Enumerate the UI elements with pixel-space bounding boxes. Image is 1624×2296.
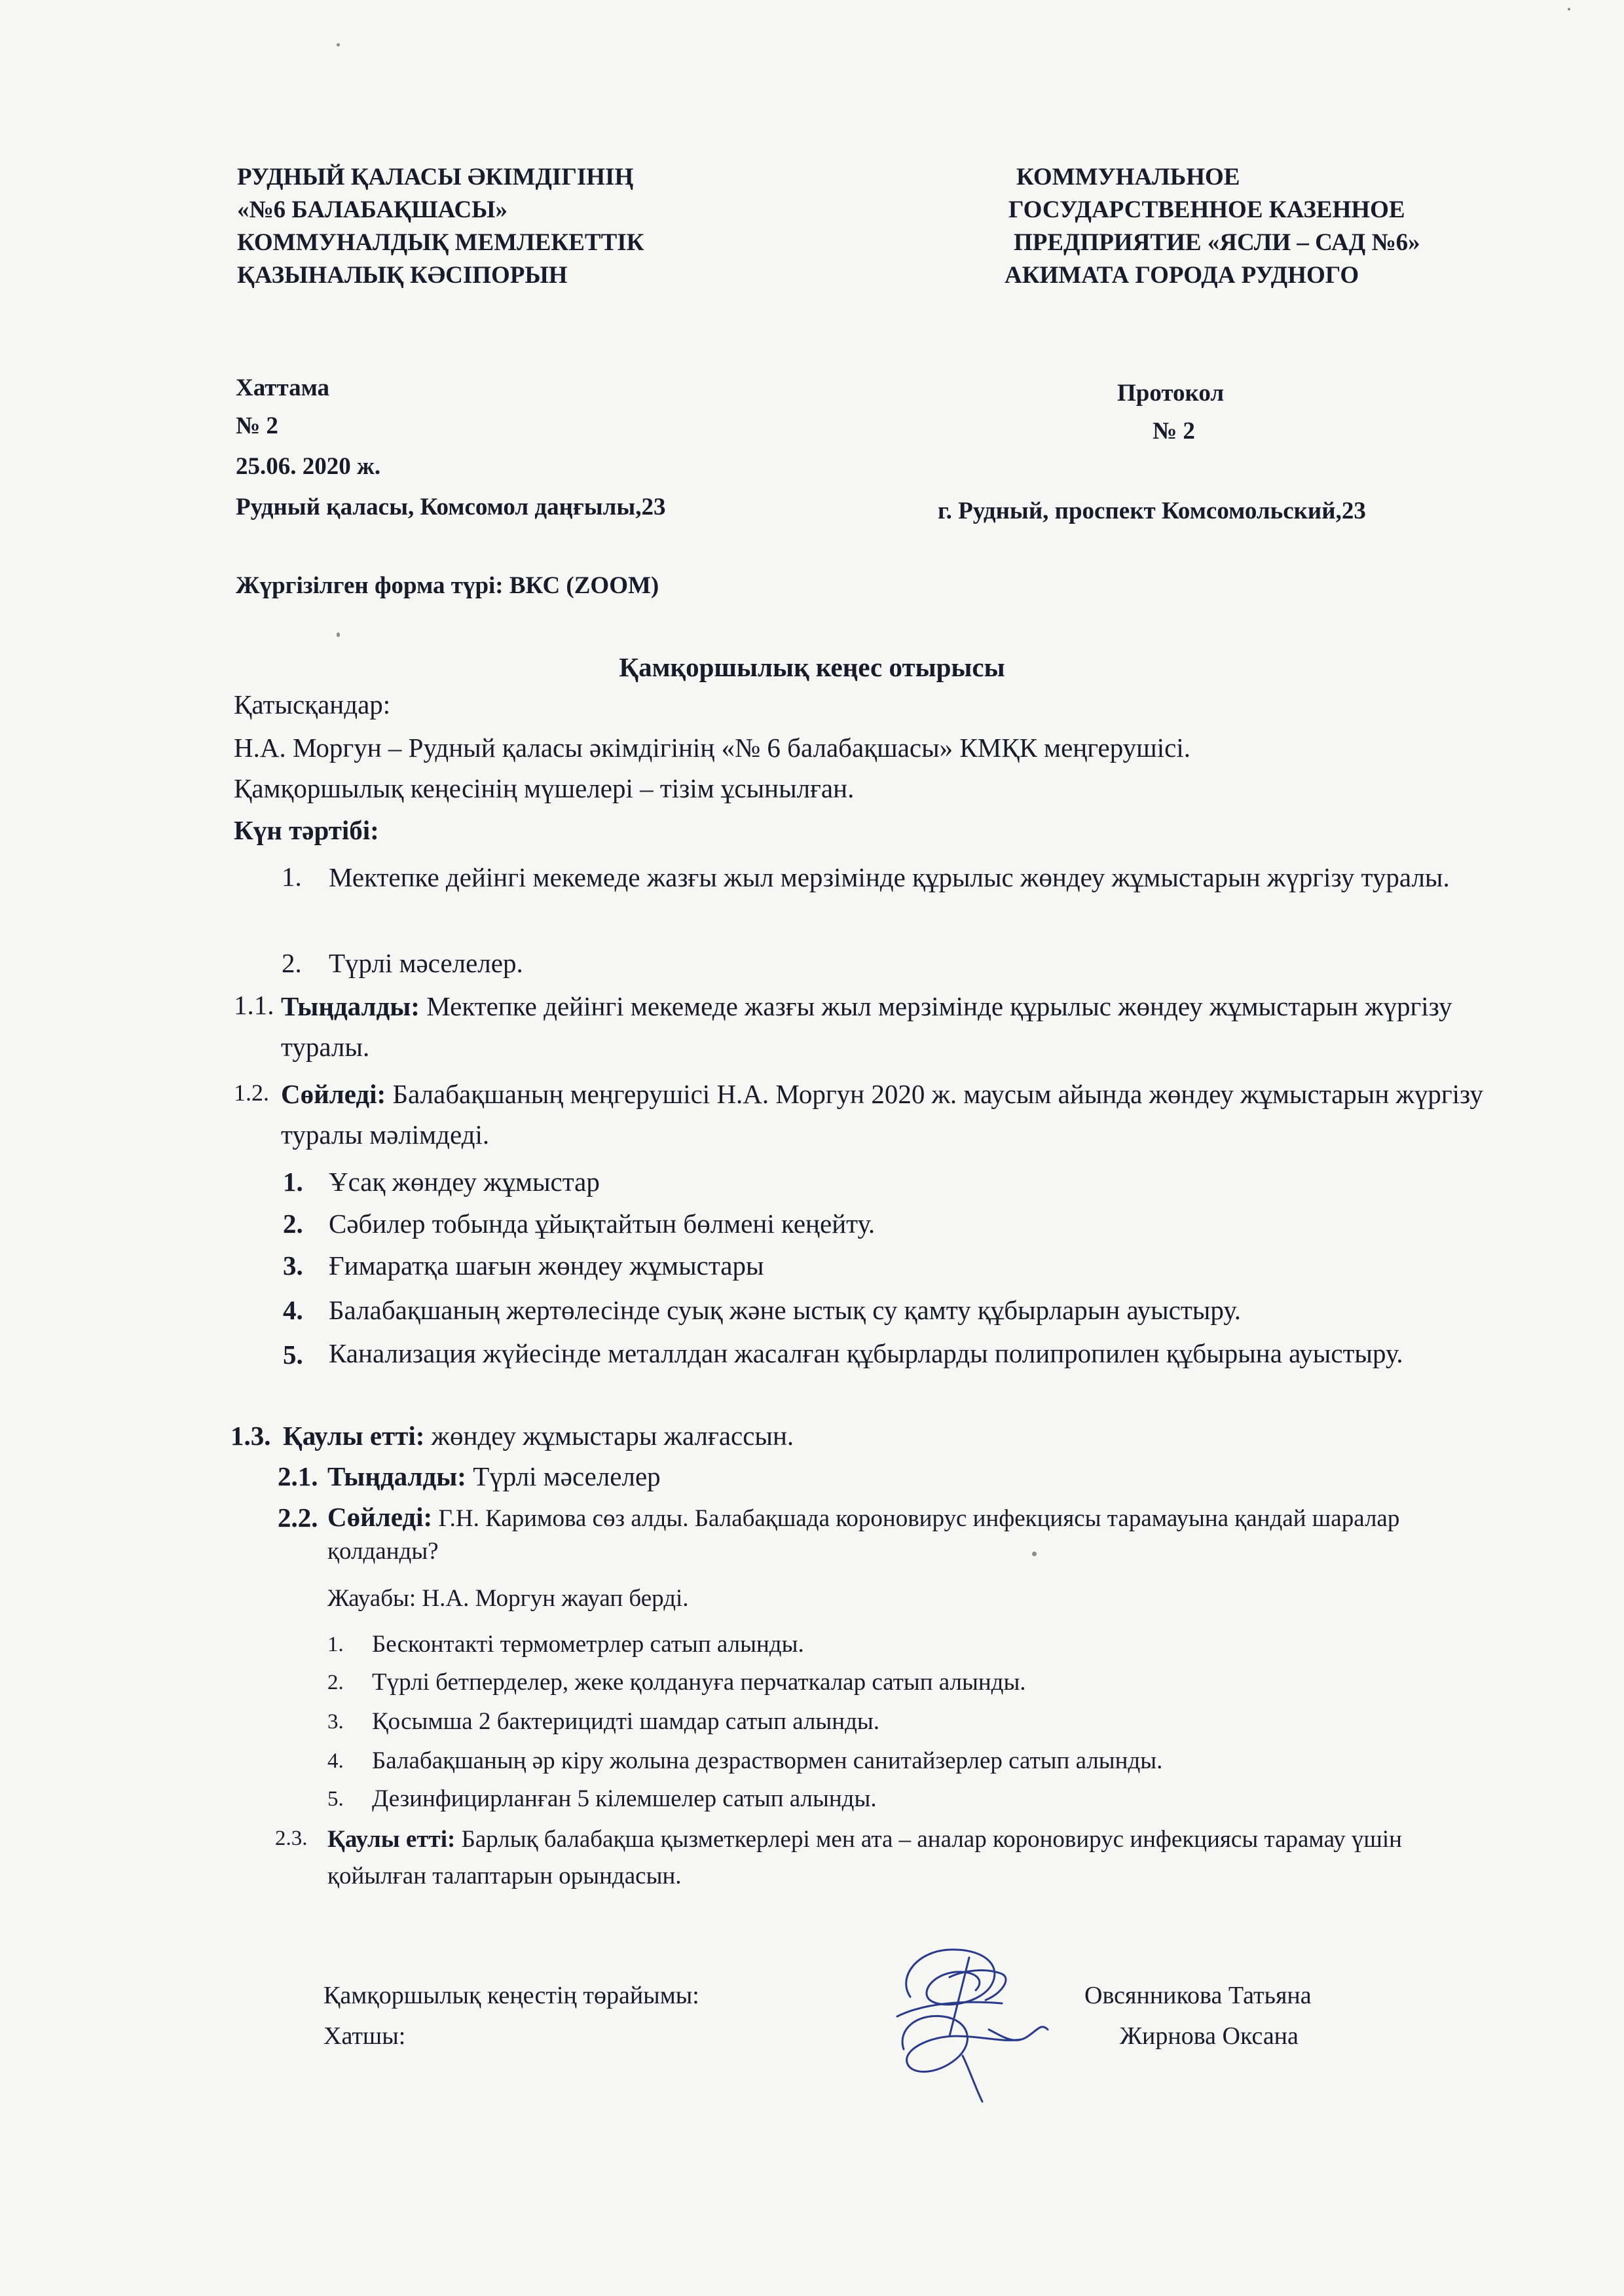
- agenda-item-number: 2.: [282, 948, 302, 978]
- section-label: Тыңдалды:: [327, 1461, 466, 1491]
- secretary-label: Хатшы:: [323, 2022, 406, 2050]
- section-label: Сөйледі:: [281, 1079, 386, 1109]
- protocol-kk-number: № 2: [236, 412, 278, 439]
- agenda-label: Күн тәртібі:: [234, 815, 379, 845]
- agenda-item-number: 1.: [282, 862, 302, 892]
- chair-label: Қамқоршылық кеңестің төрайымы:: [323, 1982, 699, 2009]
- header-right-line: КОММУНАЛЬНОЕ: [1016, 164, 1240, 191]
- agenda-item-text: Мектепке дейінгі мекемеде жазғы жыл мерзімінде құрылыс жөндеу жұмыстарын жүргізу туралы.: [329, 862, 1450, 892]
- meeting-form-type: Жүргізілген форма түрі: ВКС (ZOOM): [236, 572, 659, 599]
- repair-item-number: 5.: [283, 1339, 303, 1370]
- section-label: Сөйледі:: [327, 1502, 433, 1532]
- section-text: [327, 1457, 661, 1495]
- participants-line: Қамқоршылық кеңесінің мүшелері – тізім ұсынылған.: [234, 773, 855, 803]
- secretary-signature: [963, 2056, 982, 2102]
- section-number: 1.1.: [234, 990, 274, 1020]
- document-title: Қамқоршылық кеңес отырысы: [619, 652, 1005, 682]
- section-number: 1.3.: [231, 1421, 271, 1451]
- measure-item-number: 3.: [327, 1710, 344, 1734]
- measure-item-number: 5.: [327, 1787, 344, 1811]
- secretary-name: Жирнова Оксана: [1120, 2022, 1299, 2050]
- section-text: [281, 986, 1499, 1067]
- measure-item-text: Бесконтакті термометрлер сатып алынды.: [372, 1631, 804, 1658]
- answer-line: Жауабы: Н.А. Моргун жауап берді.: [327, 1585, 689, 1612]
- participants-label: Қатысқандар:: [234, 689, 391, 720]
- header-left: [237, 161, 644, 292]
- chair-signature: [897, 1958, 1002, 2036]
- header-left-line: КОММУНАЛДЫҚ МЕМЛЕКЕТТІК: [237, 229, 644, 256]
- section-label: Тыңдалды:: [281, 991, 420, 1021]
- scan-artifact: [337, 43, 340, 46]
- section-text: [327, 1821, 1506, 1895]
- secretary-signature: [902, 2016, 1048, 2071]
- repair-item-text: Канализация жүйесінде металлдан жасалған құбырларды полипропилен құбырына ауыстыру.: [329, 1338, 1403, 1368]
- section-body: Балабақшаның меңгерушісі Н.А. Моргун 2020 ж. маусым айында жөндеу жұмыстарын жүргізу туралы мәлімдеді.: [281, 1079, 1483, 1150]
- address-kk: Рудный қаласы, Комсомол даңғылы,23: [236, 494, 666, 520]
- protocol-ru-number: № 2: [1153, 418, 1195, 445]
- section-number: 2.1.: [278, 1461, 318, 1491]
- header-left-line: РУДНЫЙ ҚАЛАСЫ ӘКІМДІГІНІҢ: [237, 164, 634, 191]
- repair-item-text: Сәбилер тобында ұйықтайтын бөлмені кеңейту.: [329, 1209, 876, 1239]
- header-left-line: «№6 БАЛАБАҚШАСЫ»: [237, 196, 507, 223]
- section-number: 2.3.: [275, 1827, 308, 1850]
- section-text: [327, 1501, 1480, 1568]
- section-number: 1.2.: [234, 1080, 269, 1106]
- section-label: Қаулы етті:: [327, 1826, 456, 1853]
- protocol-date: 25.06. 2020 ж.: [236, 453, 381, 480]
- measure-item-number: 2.: [327, 1671, 344, 1694]
- repair-item-number: 4.: [283, 1295, 303, 1325]
- measure-item-number: 1.: [327, 1633, 344, 1656]
- repair-item-number: 3.: [283, 1250, 303, 1281]
- agenda-item-text: Түрлі мәселелер.: [329, 948, 523, 978]
- section-1-1: [234, 986, 1517, 1065]
- header-right: [1005, 161, 1420, 292]
- repair-item-text: Балабақшаның жертөлесінде суық және ыстық су қамту құбырларын ауыстыру.: [329, 1295, 1241, 1325]
- section-label: Қаулы етті:: [283, 1421, 425, 1451]
- header-left-line: ҚАЗЫНАЛЫҚ КӘСІПОРЫН: [237, 262, 568, 289]
- repair-item-text: Ұсақ жөндеу жұмыстар: [329, 1167, 600, 1197]
- repair-item-number: 1.: [283, 1167, 303, 1197]
- measure-item-text: Түрлі бетперделер, жеке қолдануға перчаткалар сатып алынды.: [372, 1669, 1026, 1696]
- section-number: 2.2.: [278, 1503, 318, 1533]
- protocol-ru-title: Протокол: [1117, 380, 1225, 407]
- section-2-3: [275, 1821, 1519, 1893]
- chair-signature: [906, 1950, 1006, 2005]
- section-body: Түрлі мәселелер: [466, 1461, 661, 1491]
- scan-artifact: [1032, 1552, 1037, 1556]
- repair-item-text: Ғимаратқа шағын жөндеу жұмыстары: [329, 1250, 764, 1281]
- repair-item: [283, 1336, 1514, 1414]
- measure-item-number: 4.: [327, 1749, 344, 1773]
- header-right-line: АКИМАТА ГОРОДА РУДНОГО: [1005, 262, 1359, 289]
- header-right-line: ГОСУДАРСТВЕННОЕ КАЗЕННОЕ: [1008, 196, 1405, 223]
- protocol-kk-title: Хаттама: [236, 374, 330, 401]
- chair-name: Овсянникова Татьяна: [1084, 1982, 1312, 2009]
- scan-artifact: [1568, 8, 1570, 10]
- section-text: [283, 1417, 794, 1455]
- measure-item-text: Қосымша 2 бактерицидті шамдар сатып алынды.: [372, 1708, 880, 1735]
- measure-item-text: Балабақшаның әр кіру жолына дезраствормен санитайзерлер сатып алынды.: [372, 1747, 1163, 1774]
- header-right-line: ПРЕДПРИЯТИЕ «ЯСЛИ – САД №6»: [1014, 229, 1420, 256]
- section-body: Мектепке дейінгі мекемеде жазғы жыл мерзімінде құрылыс жөндеу жұмыстарын жүргізу туралы.: [281, 991, 1452, 1062]
- address-ru: г. Рудный, проспект Комсомольский,23: [938, 498, 1366, 524]
- section-body: Г.Н. Каримова сөз алды. Балабақшада короновирус инфекциясы тарамауына қандай шаралар қолданды?: [327, 1505, 1400, 1565]
- scan-artifact: [337, 632, 340, 637]
- section-body: жөндеу жұмыстары жалғассын.: [424, 1421, 794, 1451]
- section-1-2: [234, 1074, 1517, 1152]
- handwritten-signatures: [871, 1938, 1080, 2108]
- agenda-item: [282, 858, 1513, 936]
- participants-line: Н.А. Моргун – Рудный қаласы әкімдігінің «№ 6 балабақшасы» КМҚК меңгерушісі.: [234, 733, 1190, 763]
- repair-item-number: 2.: [283, 1209, 303, 1239]
- section-text: [281, 1074, 1499, 1155]
- section-2-2: [278, 1501, 1509, 1573]
- section-body: Барлық балабақша қызметкерлері мен ата – аналар короновирус инфекциясы тарамау үшін қойылған талаптарын орындасын.: [327, 1826, 1402, 1889]
- measure-item-text: Дезинфицирланған 5 кілемшелер сатып алынды.: [372, 1785, 877, 1812]
